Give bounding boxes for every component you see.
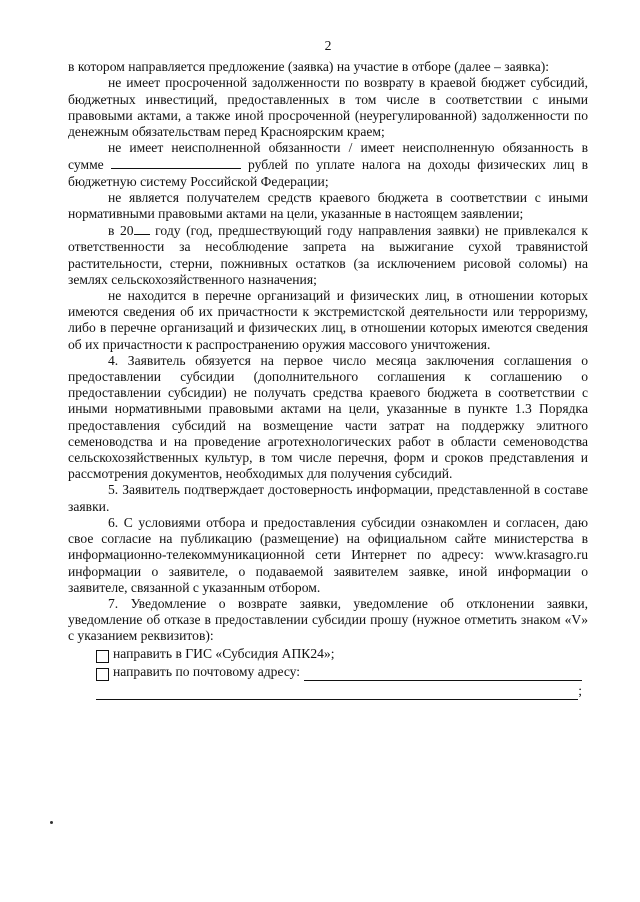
paragraph-not-recipient: не является получателем средств краевого бюджета в соответствии с иными нормативными правовыми актами на цели, указанные в настоящем заявлении; xyxy=(68,189,588,222)
scan-dot xyxy=(50,821,53,824)
page-number: 2 xyxy=(324,38,332,53)
paragraph-5: 5. Заявитель подтверждает достоверность информации, представленной в составе заявки. xyxy=(68,482,588,514)
option-gis-label: направить в ГИС «Субсидия АПК24»; xyxy=(113,646,335,662)
postal-address-line-2 xyxy=(96,684,582,700)
paragraph-6: 6. С условиями отбора и предоставления субсидии ознакомлен и согласен, даю свое согласие на публикацию (размещение) на официальном сайте министерства в информационно-телекоммуникационной сети Интернет по адресу: www.krasagro.ru информации о заявителе, о подаваемой заявителем заявке, иной информации о заявителе, связанной с указанным отбором. xyxy=(68,514,588,595)
option-post-label: направить по почтовому адресу: xyxy=(113,664,301,680)
gis-checkbox[interactable] xyxy=(96,650,109,663)
paragraph-burning-ban xyxy=(68,222,588,288)
post-checkbox[interactable] xyxy=(96,668,109,681)
year-blank[interactable] xyxy=(134,222,150,235)
tax-amount-blank[interactable] xyxy=(111,156,241,169)
year-prefix: в 20 xyxy=(108,223,134,239)
option-gis xyxy=(68,645,588,663)
burning-ban-text: году (год, предшествующий году направления заявки) не привлекался к ответственности за несоблюдение запрета на выжигание сухой травянистой растительности, стерни, пожнивных остатков (за исключением рисовой соломы) на землях сельскохозяйственного назначения; xyxy=(68,223,588,287)
paragraph-4: 4. Заявитель обязуется на первое число месяца заключения соглашения о предоставлении субсидии (дополнительного соглашения к соглашению о предоставлении субсидии) не получать средства краевого бюджета в соответствии с иными нормативными правовыми актами на цели, указанные в пункте 1.3 Порядка предоставления субсидий на возмещение части затрат на поддержку элитного семеноводства и на проведение агротехнологических работ в области семеноводства сельскохозяйственных культур, в том числе перечня, форм и сроков представления и рассмотрения документов, необходимых для получения субсидий. xyxy=(68,352,588,482)
address-line-end: ; xyxy=(578,683,582,699)
postal-address-field[interactable] xyxy=(304,668,582,681)
option-post xyxy=(68,663,588,681)
postal-address-field-2[interactable] xyxy=(96,687,578,700)
paragraph-tax-obligation xyxy=(68,140,588,190)
paragraph-7: 7. Уведомление о возврате заявки, уведомление об отклонении заявки, уведомление об отказе в предоставлении субсидии прошу (нужное отметить знаком «V» с указанием реквизитов): xyxy=(68,595,588,644)
paragraph-extremism-list: не находится в перечне организаций и физических лиц, в отношении которых имеются сведения об их причастности к экстремистской деятельности или терроризму, либо в перечне организаций и физических лиц, в отношении которых имеются сведения об их причастности к распространению оружия массового уничтожения. xyxy=(68,288,588,352)
paragraph-no-debt: не имеет просроченной задолженности по возврату в краевой бюджет субсидий, бюджетных инвестиций, предоставленных в том числе в соответствии с иными правовыми актами, а также иной просроченной (неурегулированной) задолженности по денежным обязательствам перед Красноярским краем; xyxy=(68,75,588,140)
tax-obligation-text-end: рублей по уплате налога на доходы физических лиц в бюджетную систему Российской Федерации; xyxy=(68,157,588,189)
tax-obligation-text-start: не имеет неисполненной обязанности / имеет неисполненную обязанность в сумме xyxy=(68,140,588,173)
paragraph-intro: в котором направляется предложение (заявка) на участие в отборе (далее – заявка): xyxy=(68,59,550,75)
